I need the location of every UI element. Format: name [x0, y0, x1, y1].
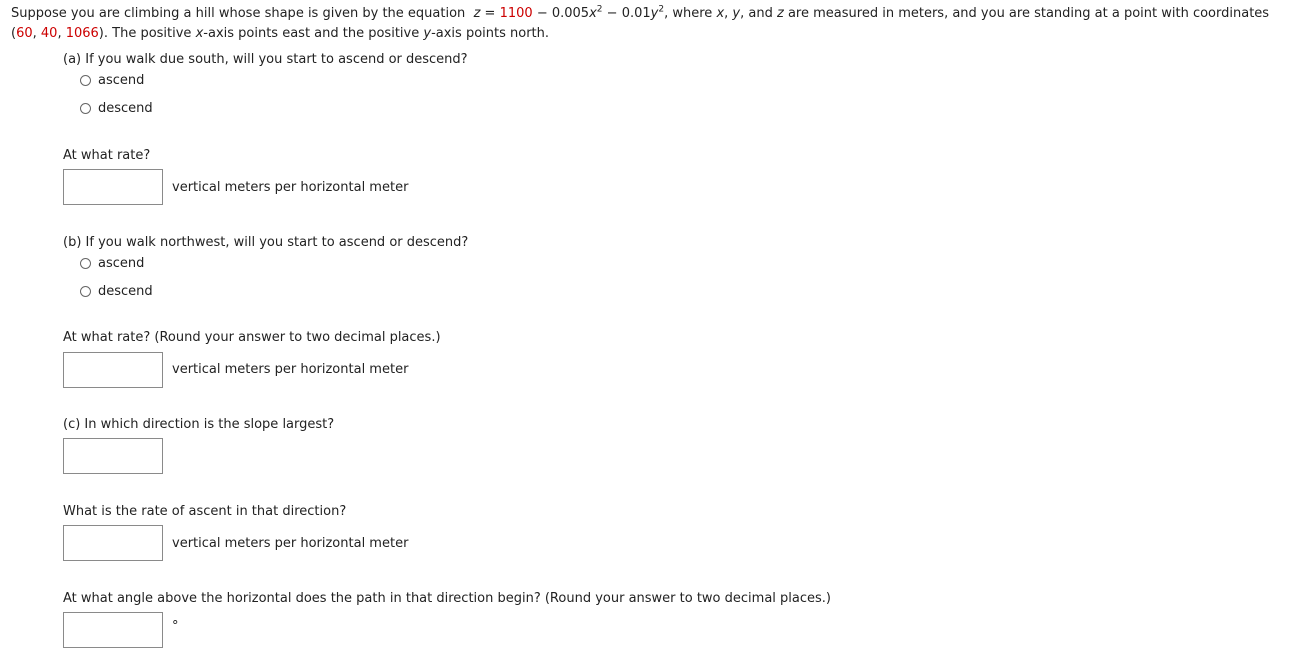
eq-exponent-1: 2 — [596, 4, 603, 15]
coord-sep-1: , — [32, 26, 41, 41]
eq-exponent-2: 2 — [658, 4, 665, 15]
coord-y: 40 — [40, 26, 58, 41]
part-a-unit-label: vertical meters per horizontal meter — [172, 180, 409, 195]
coord-z: 1066 — [65, 26, 99, 41]
radio-button[interactable] — [80, 286, 91, 297]
radio-button[interactable] — [80, 103, 91, 114]
part-b-rate-label: At what rate? (Round your answer to two decimal places.) — [63, 330, 441, 345]
problem-statement-line-2 — [11, 24, 549, 44]
eq-var-y: y — [650, 6, 659, 21]
coord-close: ). The positive — [98, 26, 192, 41]
part-b-rate-input[interactable] — [63, 352, 163, 388]
eq-minus-1: − — [536, 6, 548, 21]
part-a-option-descend[interactable] — [80, 99, 153, 117]
part-b-unit-label: vertical meters per horizontal meter — [172, 362, 409, 377]
intro-text-1: Suppose you are climbing a hill whose shape is given by the equation — [11, 6, 466, 21]
and-text: , and — [740, 6, 773, 21]
part-c-unit-label: vertical meters per horizontal meter — [172, 536, 409, 551]
option-label: ascend — [98, 72, 145, 88]
intro-text-4: -axis points east and the positive — [203, 26, 420, 41]
intro-text-2: , where — [664, 6, 713, 21]
var-y: y — [732, 6, 741, 21]
eq-equals: = — [484, 6, 496, 21]
part-b-option-descend[interactable] — [80, 282, 153, 300]
part-c-question: (c) In which direction is the slope largest? — [63, 417, 335, 432]
problem-statement-line-1 — [11, 4, 1269, 24]
part-a-option-ascend[interactable] — [80, 71, 144, 89]
coord-open: ( — [11, 26, 17, 41]
radio-button[interactable] — [80, 75, 91, 86]
part-b-option-ascend[interactable] — [80, 254, 144, 272]
part-c-rate-input[interactable] — [63, 525, 163, 561]
degree-symbol: ° — [172, 619, 179, 634]
part-b-question: (b) If you walk northwest, will you start to ascend or descend? — [63, 235, 469, 250]
part-c-direction-input[interactable] — [63, 438, 163, 474]
comma-1: , — [724, 6, 729, 21]
intro-text-5: -axis points north. — [431, 26, 550, 41]
option-label: descend — [98, 283, 153, 299]
eq-coefficient-1: 0.005 — [551, 6, 590, 21]
eq-z: z — [473, 6, 481, 21]
option-label: descend — [98, 100, 153, 116]
radio-button[interactable] — [80, 258, 91, 269]
eq-minus-2: − — [606, 6, 618, 21]
part-c-angle-label: At what angle above the horizontal does the path in that direction begin? (Round your answer to two decimal places.) — [63, 591, 831, 606]
part-c-angle-input[interactable] — [63, 612, 163, 648]
eq-constant: 1100 — [499, 6, 533, 21]
option-label: ascend — [98, 255, 145, 271]
axis-x: x — [195, 26, 204, 41]
eq-var-x: x — [589, 6, 597, 21]
coord-sep-2: , — [57, 26, 66, 41]
intro-text-3: are measured in meters, and you are standing at a point with coordinates — [787, 6, 1270, 21]
axis-y: y — [423, 26, 432, 41]
eq-coefficient-2: 0.01 — [621, 6, 651, 21]
part-a-rate-label: At what rate? — [63, 148, 151, 163]
part-a-question: (a) If you walk due south, will you start to ascend or descend? — [63, 52, 468, 67]
var-z: z — [777, 6, 784, 21]
part-c-rate-label: What is the rate of ascent in that direction? — [63, 504, 347, 519]
part-a-rate-input[interactable] — [63, 169, 163, 205]
var-x: x — [716, 6, 725, 21]
coord-x: 60 — [16, 26, 33, 41]
